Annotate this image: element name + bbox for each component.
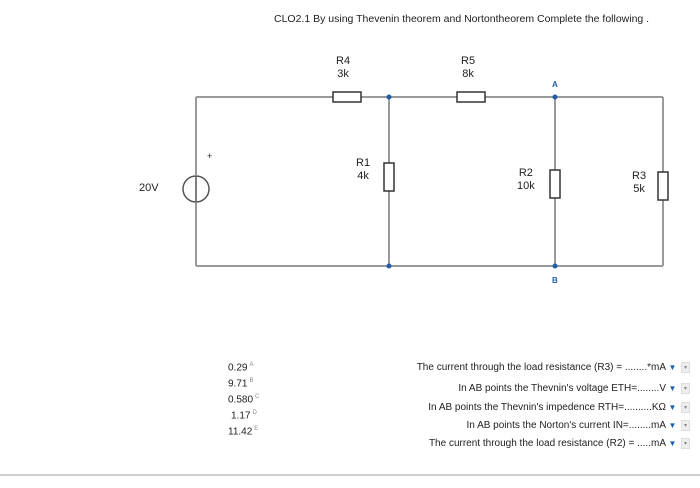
r5-label: R5 8k: [461, 55, 476, 80]
question-text: In AB points the Thevnin's voltage ETH=........V: [458, 383, 666, 394]
junction-node: [387, 95, 392, 100]
plus-sign: +: [207, 151, 213, 161]
dropdown-arrow-box[interactable]: ▾: [681, 420, 690, 431]
node-a-dot: [553, 95, 558, 100]
dropdown-arrow-box[interactable]: ▾: [681, 402, 690, 413]
answer-dropdown[interactable]: [668, 383, 677, 394]
question-text: The current through the load resistance (R2) = .....mA: [428, 438, 666, 449]
junction-node: [387, 264, 392, 269]
answer-dropdown[interactable]: [668, 420, 677, 431]
question-text: The current through the load resistance (R3) = ........*mA: [416, 362, 666, 373]
r4-label: R4 3k: [336, 55, 351, 80]
divider: [0, 474, 700, 476]
question-text: In AB points the Thevnin's impedence RTH=..........KΩ: [428, 402, 666, 413]
node-a-label: A: [552, 80, 558, 89]
chevron-down-icon: ▼: [668, 403, 677, 412]
dropdown-arrow-box[interactable]: ▾: [681, 438, 690, 449]
resistor-r4: [333, 92, 361, 102]
choice-item: 1.17 $^D$: [231, 410, 257, 422]
answer-dropdown[interactable]: [668, 362, 677, 373]
question-text: In AB points the Norton's current IN=........mA: [466, 420, 666, 431]
chevron-down-icon: ▼: [668, 363, 677, 372]
choice-item: 9.71 $^B$: [228, 378, 254, 390]
resistor-r2: [550, 170, 560, 198]
dropdown-arrow-box[interactable]: ▾: [681, 383, 690, 394]
choice-item: 0.580 $^C$: [228, 394, 260, 406]
answer-dropdown[interactable]: [668, 438, 677, 449]
question-title: CLO2.1 By using Thevenin theorem and Nortontheorem Complete the following .: [274, 13, 650, 25]
choice-item: 0.29 $^A$: [228, 362, 254, 374]
resistor-r5: [457, 92, 485, 102]
resistor-r1: [384, 163, 394, 191]
answer-dropdown[interactable]: [668, 402, 677, 413]
chevron-down-icon: ▼: [668, 439, 677, 448]
resistor-r3: [658, 172, 668, 200]
r1-label: R1 4k: [356, 157, 371, 182]
node-b-label: B: [552, 276, 558, 285]
chevron-down-icon: ▼: [668, 421, 677, 430]
choice-item: 11.42 $^E$: [228, 426, 259, 438]
dropdown-arrow-box[interactable]: ▾: [681, 362, 690, 373]
r2-label: R2 10k: [517, 167, 535, 192]
node-b-dot: [553, 264, 558, 269]
r3-label: R3 5k: [632, 170, 647, 195]
chevron-down-icon: ▼: [668, 384, 677, 393]
voltage-source: [183, 176, 209, 202]
source-label: 20V: [139, 182, 159, 194]
